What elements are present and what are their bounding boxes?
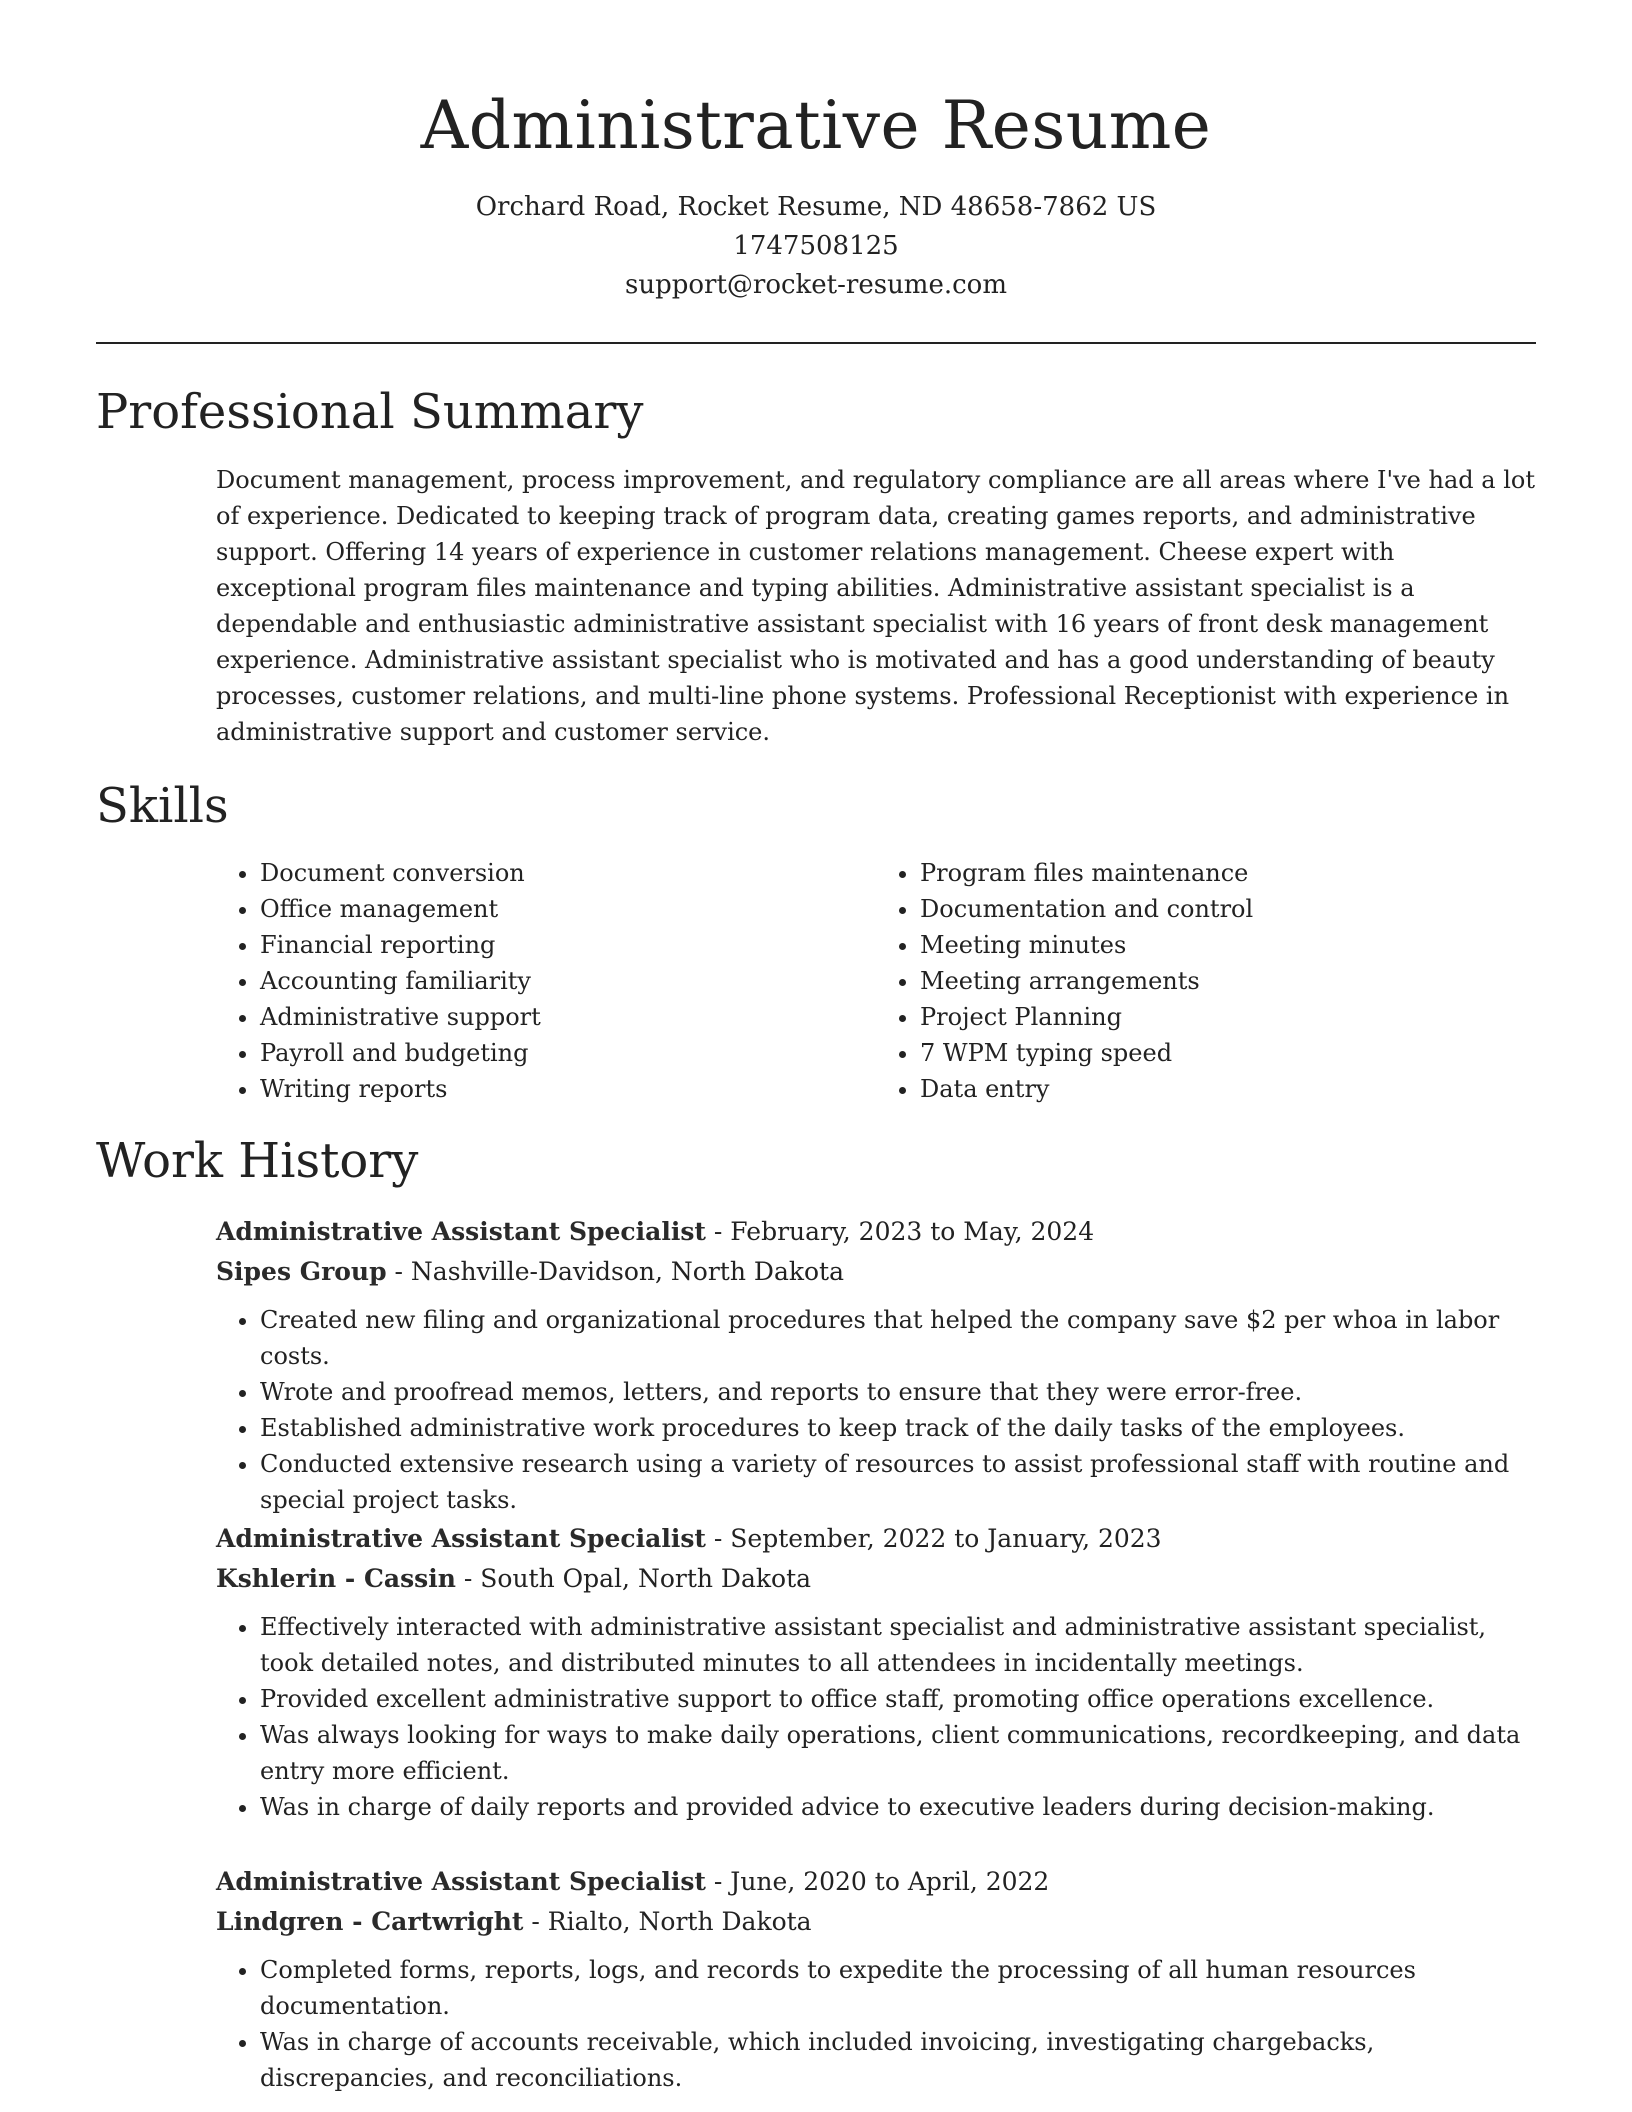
job-location: - Nashville-Davidson, North Dakota <box>386 1257 844 1286</box>
skill-item: • Project Planning <box>920 999 1536 1035</box>
job-dates: - June, 2020 to April, 2022 <box>705 1867 1050 1896</box>
job-bullet: • Established administrative work procedures to keep track of the daily tasks of the employees. <box>260 1410 1536 1446</box>
job-bullets <box>216 1952 1536 2096</box>
job-title-line <box>216 1862 1536 1902</box>
skill-item: • Meeting minutes <box>920 927 1536 963</box>
job-title: Administrative Assistant Specialist <box>216 1217 706 1246</box>
contact-block <box>0 188 1632 305</box>
skill-item: • Writing reports <box>260 1071 876 1107</box>
job-title-line <box>216 1212 1536 1252</box>
job-bullet: • Was always looking for ways to make daily operations, client communications, recordkeeping, and data entry more efficient. <box>260 1717 1536 1789</box>
job-location: - Rialto, North Dakota <box>523 1907 812 1936</box>
job-location: - South Opal, North Dakota <box>455 1564 812 1593</box>
skill-item: • Financial reporting <box>260 927 876 963</box>
resume-title: Administrative Resume <box>420 87 1212 164</box>
job-title-line <box>216 1519 1536 1559</box>
job-bullets <box>216 1609 1536 1825</box>
job-bullets <box>216 1302 1536 1518</box>
skill-item: • Office management <box>260 891 876 927</box>
summary-text: Document management, process improvement, and regulatory compliance are all areas where I've had a lot of experience. Dedicated to keeping track of program data, creating games reports, and administrative support. Offering 14 years of experience in customer relations management. Cheese expert with exceptional program files maintenance and typing abilities. Administrative assistant specialist is a dependable and enthusiastic administrative assistant specialist with 16 years of front desk management experience. Administrative assistant specialist who is motivated and has a good understanding of beauty processes, customer relations, and multi-line phone systems. Professional Receptionist with experience in administrative support and customer service. <box>216 466 1535 746</box>
job-entry <box>216 1212 1536 1518</box>
job-bullet: • Completed forms, reports, logs, and records to expedite the processing of all human resources documentation. <box>260 1952 1536 2024</box>
job-bullet: • Effectively interacted with administrative assistant specialist and administrative assistant specialist, took detailed notes, and distributed minutes to all attendees in incidentally meetings. <box>260 1609 1536 1681</box>
job-title: Administrative Assistant Specialist <box>216 1524 706 1553</box>
skills-list <box>216 855 1536 1107</box>
skill-item: • Program files maintenance <box>920 855 1536 891</box>
job-bullet: • Created new filing and organizational procedures that helped the company save $2 per whoa in labor costs. <box>260 1302 1536 1374</box>
skill-item: • Document conversion <box>260 855 876 891</box>
job-bullet: • Wrote and proofread memos, letters, and reports to ensure that they were error-free. <box>260 1374 1536 1410</box>
job-entry <box>216 1862 1536 2096</box>
job-bullet: • Was in charge of accounts receivable, which included invoicing, investigating chargebacks, discrepancies, and reconciliations. <box>260 2024 1536 2096</box>
phone: 1747508125 <box>733 231 899 261</box>
email: support@rocket-resume.com <box>624 270 1007 300</box>
skill-item: • 7 WPM typing speed <box>920 1035 1536 1071</box>
skills-column-right <box>876 855 1536 1107</box>
header-divider <box>96 342 1536 344</box>
skills-heading: Skills <box>96 778 229 834</box>
job-company: Sipes Group <box>216 1257 387 1286</box>
summary-heading: Professional Summary <box>96 384 644 440</box>
job-company: Lindgren - Cartwright <box>216 1907 524 1936</box>
job-company-line <box>216 1252 1536 1292</box>
job-dates: - February, 2023 to May, 2024 <box>705 1217 1095 1246</box>
skill-item: • Documentation and control <box>920 891 1536 927</box>
address: Orchard Road, Rocket Resume, ND 48658-7862 US <box>475 192 1157 222</box>
resume-header <box>0 0 1632 305</box>
job-dates: - September, 2022 to January, 2023 <box>705 1524 1162 1553</box>
job-entry <box>216 1519 1536 1825</box>
skill-item: • Data entry <box>920 1071 1536 1107</box>
job-company-line <box>216 1559 1536 1599</box>
job-title: Administrative Assistant Specialist <box>216 1867 706 1896</box>
job-bullet: • Was in charge of daily reports and provided advice to executive leaders during decision-making. <box>260 1789 1536 1825</box>
work-history-heading: Work History <box>96 1133 419 1189</box>
skills-column-left <box>216 855 876 1107</box>
job-company: Kshlerin - Cassin <box>216 1564 456 1593</box>
job-bullet: • Conducted extensive research using a variety of resources to assist professional staff with routine and special project tasks. <box>260 1446 1536 1518</box>
skill-item: • Accounting familiarity <box>260 963 876 999</box>
skill-item: • Meeting arrangements <box>920 963 1536 999</box>
skill-item: • Administrative support <box>260 999 876 1035</box>
skill-item: • Payroll and budgeting <box>260 1035 876 1071</box>
summary-section <box>216 462 1536 750</box>
job-bullet: • Provided excellent administrative support to office staff, promoting office operations excellence. <box>260 1681 1536 1717</box>
job-company-line <box>216 1902 1536 1942</box>
